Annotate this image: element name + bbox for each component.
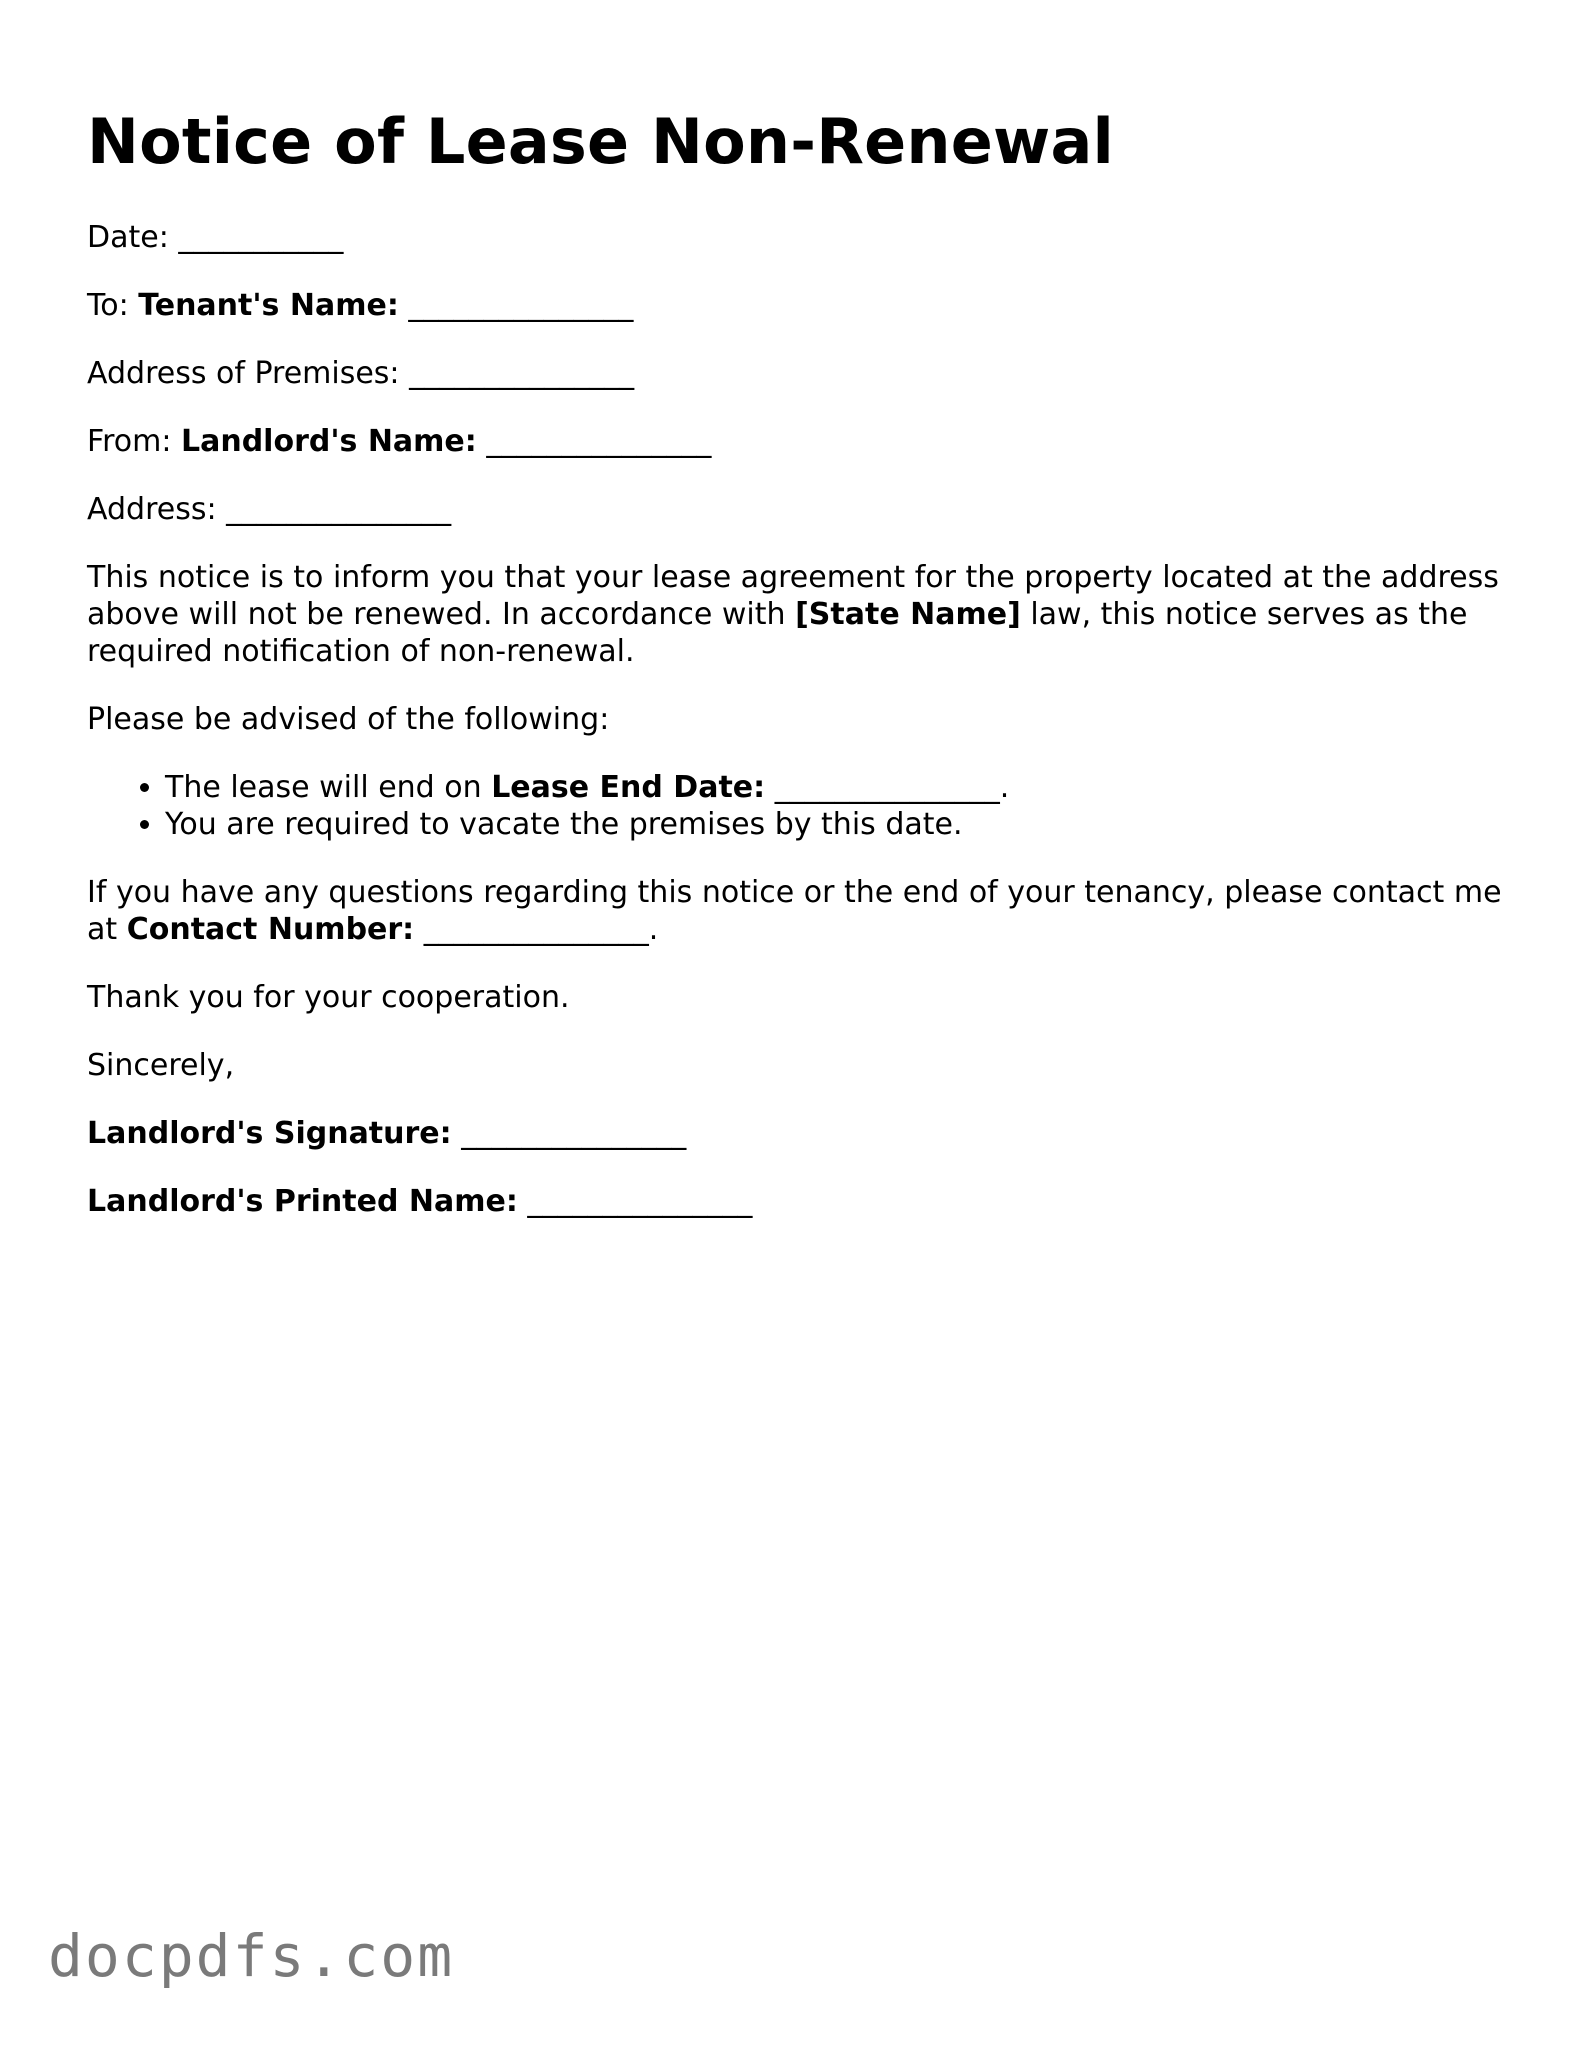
lease-end-blank: _______________ <box>774 770 1000 806</box>
landlord-name-label: Landlord's Name: <box>180 424 477 460</box>
notice-body-paragraph <box>87 559 1507 670</box>
bullet1-suffix: . <box>999 770 1010 806</box>
questions-suffix: . <box>648 912 659 948</box>
signature-label: Landlord's Signature: <box>87 1116 452 1152</box>
questions-paragraph <box>87 874 1507 948</box>
questions-text: If you have any questions regarding this notice or the end of your tenancy, please contact me at <box>87 875 1502 948</box>
tenant-name-label: Tenant's Name: <box>138 288 399 324</box>
landlord-name-blank: _______________ <box>486 424 712 460</box>
to-line <box>87 287 1507 324</box>
thanks-text: Thank you for your cooperation. <box>87 980 570 1016</box>
date-blank: ___________ <box>178 220 344 256</box>
list-item: • You are required to vacate the premises by this date. <box>165 806 1507 843</box>
signature-blank: _______________ <box>461 1116 687 1152</box>
watermark: docpdfs.com <box>48 1922 455 1990</box>
signature-line <box>87 1115 1507 1152</box>
document-title: Notice of Lease Non-Renewal <box>87 105 1114 178</box>
address-label: Address: <box>87 492 217 528</box>
document-page <box>87 105 1507 1251</box>
printed-name-blank: _______________ <box>527 1184 753 1220</box>
contact-label: Contact Number: <box>126 912 415 948</box>
contact-blank: _______________ <box>423 912 649 948</box>
printed-name-label: Landlord's Printed Name: <box>87 1184 518 1220</box>
premises-label: Address of Premises: <box>87 356 400 392</box>
date-line <box>87 219 1507 256</box>
bullet1-prefix: The lease will end on <box>165 770 482 806</box>
state-name: [State Name] <box>795 597 1021 633</box>
premises-line <box>87 355 1507 392</box>
to-label: To: <box>87 288 129 324</box>
from-label: From: <box>87 424 172 460</box>
body-text-part1: This notice is to inform you that your lease agreement for the property located at the address above will not be renewed. In accordance with <box>87 560 1499 633</box>
tenant-name-blank: _______________ <box>408 288 634 324</box>
address-line <box>87 491 1507 528</box>
body-text-part2: law, this notice serves as the required notification of non-renewal. <box>87 597 1468 670</box>
from-line <box>87 423 1507 460</box>
advised-text: Please be advised of the following: <box>87 702 610 738</box>
address-blank: _______________ <box>226 492 452 528</box>
terms-list <box>87 769 1507 843</box>
list-item <box>165 769 1507 806</box>
printed-name-line <box>87 1183 1507 1220</box>
sincerely-text: Sincerely, <box>87 1048 235 1084</box>
date-label: Date: <box>87 220 169 256</box>
premises-blank: _______________ <box>409 356 635 392</box>
lease-end-label: Lease End Date: <box>491 770 766 806</box>
